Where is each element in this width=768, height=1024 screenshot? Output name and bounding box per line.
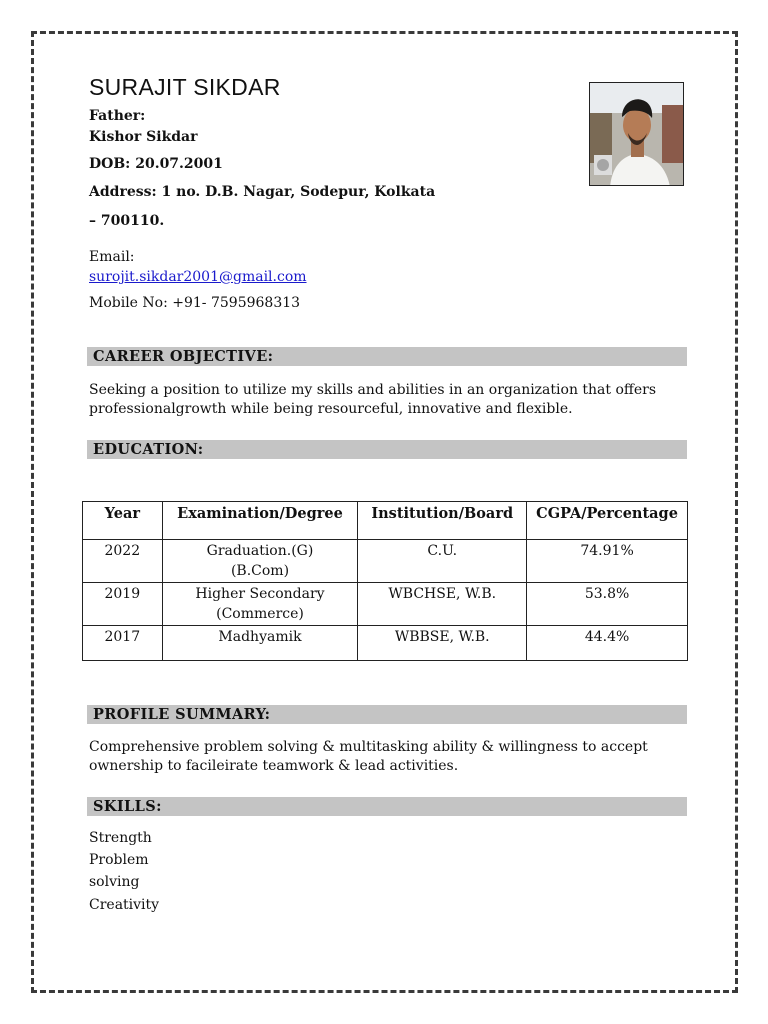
cell-year: 2022 [83,540,163,583]
cell-exam [162,583,358,626]
cell-institution: C.U. [358,540,527,583]
profile-summary-line-2: ownership to facileirate teamwork & lead activities. [89,758,459,774]
cell-exam [162,540,358,583]
cell-exam-line-2: (Commerce) [216,606,304,622]
career-objective-line-2: professionalgrowth while being resourceful, innovative and flexible. [89,401,573,417]
cell-institution: WBCHSE, W.B. [358,583,527,626]
table-row [83,626,688,661]
skill-item: solving [89,874,140,890]
cell-score: 44.4% [527,626,688,661]
career-objective-heading: CAREER OBJECTIVE: [87,347,687,366]
father-label: Father: [89,108,146,124]
cell-score: 74.91% [527,540,688,583]
skill-item: Problem [89,852,149,868]
profile-photo [589,82,684,186]
cell-institution: WBBSE, W.B. [358,626,527,661]
career-objective-line-1: Seeking a position to utilize my skills and abilities in an organization that offers [89,382,657,398]
profile-summary-heading: PROFILE SUMMARY: [87,705,687,724]
cell-exam-line-1: Graduation.(G) [206,543,314,559]
mobile-number: Mobile No: +91- 7595968313 [89,295,301,311]
table-header-row [83,502,688,540]
column-header-institution: Institution/Board [358,502,527,540]
skills-heading: SKILLS: [87,797,687,816]
cell-exam [162,626,358,661]
email-link[interactable]: surojit.sikdar2001@gmail.com [89,269,307,285]
candidate-name: SURAJIT SIKDAR [89,74,281,100]
profile-summary-text [89,738,689,776]
education-heading: EDUCATION: [87,440,687,459]
email-label: Email: [89,249,135,265]
education-table [82,501,688,661]
table-row [83,540,688,583]
cell-exam-line-2: (B.Com) [230,563,290,579]
column-header-exam: Examination/Degree [162,502,358,540]
cell-year: 2019 [83,583,163,626]
father-name: Kishor Sikdar [89,129,198,145]
portrait-image [590,83,684,186]
address-line-2: – 700110. [89,213,165,229]
column-header-score: CGPA/Percentage [527,502,688,540]
column-header-year: Year [83,502,163,540]
address-line-1: Address: 1 no. D.B. Nagar, Sodepur, Kolkata [89,184,436,200]
career-objective-text [89,381,689,419]
profile-summary-line-1: Comprehensive problem solving & multitasking ability & willingness to accept [89,739,648,755]
cell-score: 53.8% [527,583,688,626]
date-of-birth: DOB: 20.07.2001 [89,156,223,172]
cell-exam-line-1: Higher Secondary [195,586,325,602]
skill-item: Creativity [89,897,160,913]
skill-item: Strength [89,830,152,846]
cell-year: 2017 [83,626,163,661]
table-row [83,583,688,626]
cell-exam-line-1: Madhyamik [218,629,302,645]
